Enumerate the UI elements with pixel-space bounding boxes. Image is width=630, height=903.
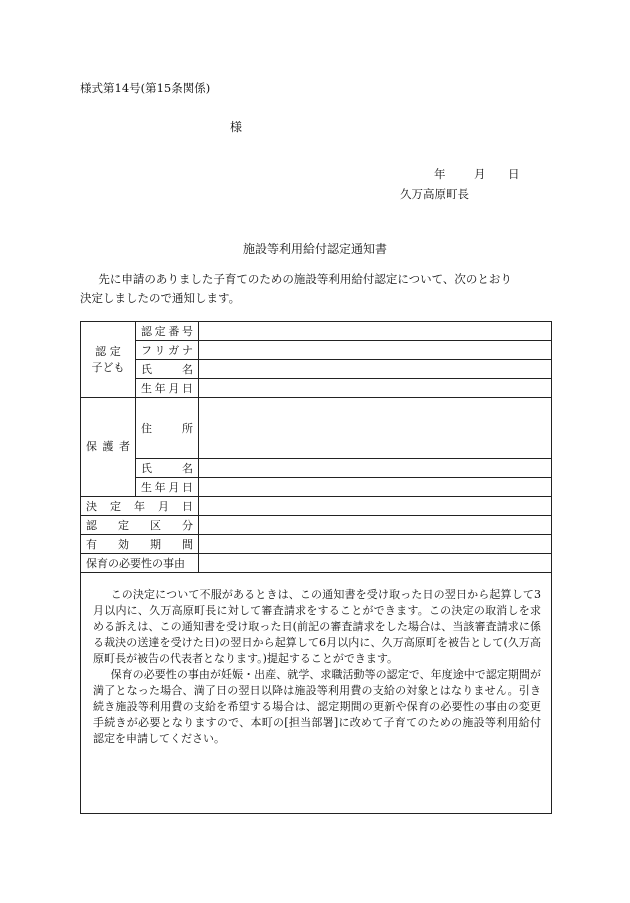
necessity-reason-field[interactable] <box>199 554 552 573</box>
decision-date-field[interactable] <box>199 497 552 516</box>
guardian-address-field[interactable] <box>199 398 552 459</box>
guardian-group-label: 保護者 <box>81 398 136 497</box>
cert-category-field[interactable] <box>199 516 552 535</box>
valid-period-field[interactable] <box>199 535 552 554</box>
child-birth-label: 生年月日 <box>136 379 199 398</box>
guardian-name-label: 氏 名 <box>136 459 199 478</box>
valid-period-label: 有効期間 <box>81 535 199 554</box>
necessity-reason-label: 保育の必要性の事由 <box>81 554 199 573</box>
guardian-birth-field[interactable] <box>199 478 552 497</box>
decision-date-label: 決定年月日 <box>81 497 199 516</box>
child-furigana-label: フリガナ <box>136 341 199 360</box>
notice-box <box>81 573 552 814</box>
date-month: 月 <box>474 167 486 181</box>
child-name-label: 氏 名 <box>136 360 199 379</box>
addressee-suffix: 様 <box>230 120 243 134</box>
child-name-field[interactable] <box>199 360 552 379</box>
notice-paragraph-2: 保育の必要性の事由が妊娠・出産、就学、求職活動等の認定で、年度途中で認定期間が満了となった場合、満了日の翌日以降は施設等利用費の支給の対象とはなりません。引き続き施設等利用費の支給を希望する場合は、認定期間の更新や保育の必要性の事由の変更手続きが必要となりますので、本町の[担当部署]に改めて子育てのための施設等利用給付認定を申請してください。 <box>93 668 541 745</box>
date-year: 年 <box>434 167 446 181</box>
guardian-birth-label: 生年月日 <box>136 478 199 497</box>
child-cert-no-field[interactable] <box>199 322 552 341</box>
form-number: 様式第14号(第15条関係) <box>80 81 211 95</box>
date-day: 日 <box>508 167 520 181</box>
guardian-name-field[interactable] <box>199 459 552 478</box>
guardian-address-label: 住 所 <box>136 398 199 459</box>
date-line <box>434 166 520 182</box>
cert-category-label: 認定区分 <box>81 516 199 535</box>
certification-table <box>80 321 552 814</box>
notice-paragraph-1: この決定について不服があるときは、この通知書を受け取った日の翌日から起算して3月以内に、久万高原町長に対して審査請求をすることができます。この決定の取消しを求める訴えは、この通知書を受け取った日(前記の審査請求をした場合は、当該審査請求に係る裁決の送達を受けた日)の翌日から起算して6月以内に、久万高原町を被告として(久万高原町長が被告の代表者となります。)提起することができます。 <box>93 588 541 665</box>
document-title: 施設等利用給付認定通知書 <box>242 242 387 256</box>
issuer: 久万高原町長 <box>400 187 469 201</box>
child-group-label: 認 定 子ども <box>81 322 136 398</box>
child-cert-no-label: 認定番号 <box>136 322 199 341</box>
child-birth-field[interactable] <box>199 379 552 398</box>
intro-text: 先に申請のありました子育てのための施設等利用給付認定について、次のとおり決定しましたので通知します。 <box>80 272 512 305</box>
child-furigana-field[interactable] <box>199 341 552 360</box>
